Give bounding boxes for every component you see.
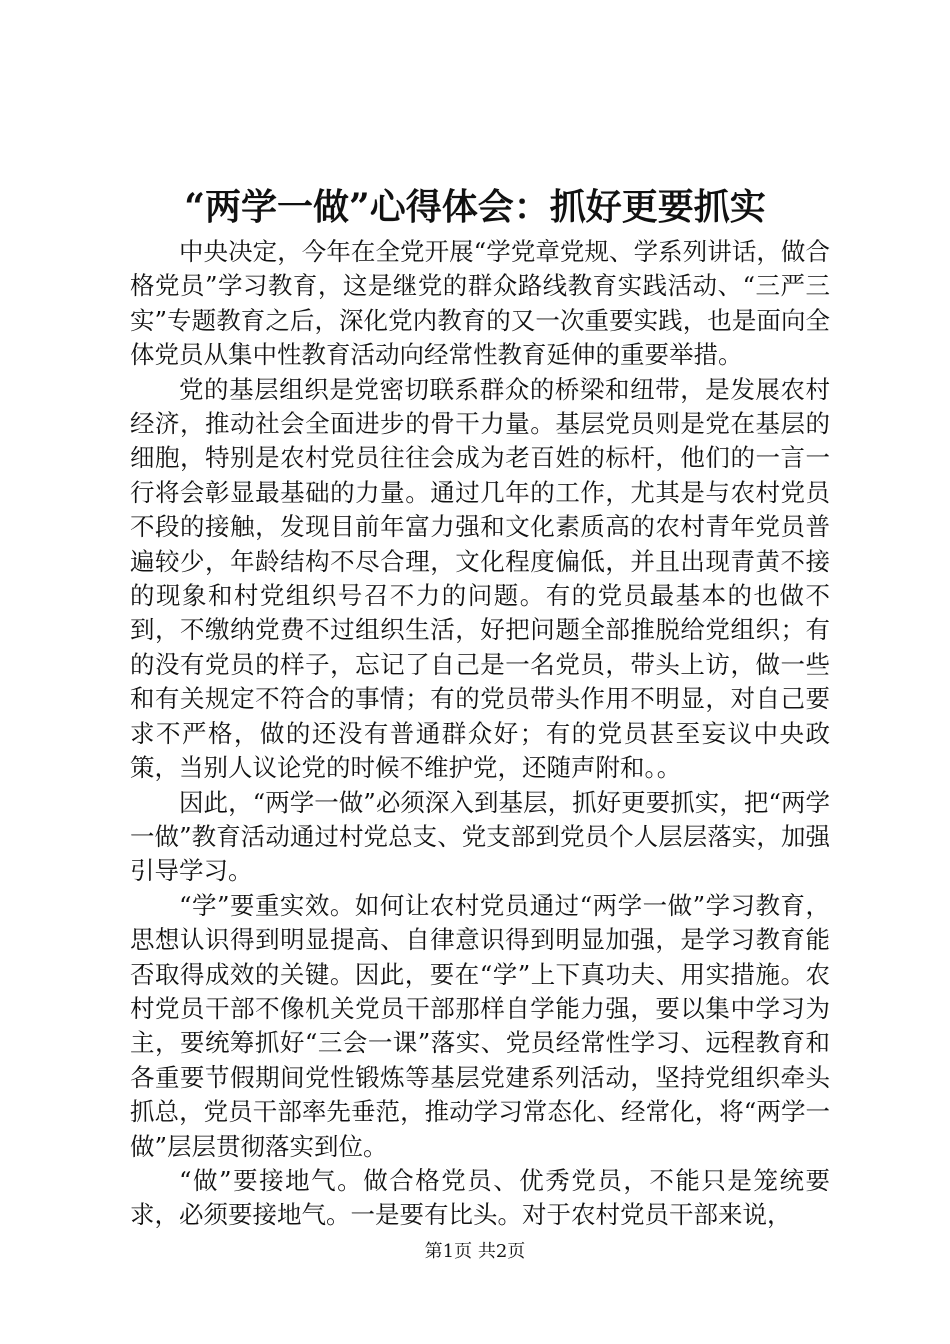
page-number-footer: 第1页 共2页 <box>424 1241 526 1262</box>
paragraph: 因此，“两学一做”必须深入到基层，抓好更要抓实，把“两学一做”教育活动通过村党总支、党支部到党员个人层层落实，加强引导学习。 <box>130 787 830 886</box>
paragraph: “做”要接地气。做合格党员、优秀党员，不能只是笼统要求，必须要接地气。一是要有比头。对于农村党员干部来说， <box>130 1165 830 1230</box>
paragraph: 党的基层组织是党密切联系群众的桥梁和纽带，是发展农村经济，推动社会全面进步的骨干力量。基层党员则是党在基层的细胞，特别是农村党员往往会成为老百姓的标杆，他们的一言一行将会彰显最基础的力量。通过几年的工作，尤其是与农村党员不段的接触，发现目前年富力强和文化素质高的农村青年党员普遍较少，年龄结构不尽合理，文化程度偏低，并且出现青黄不接的现象和村党组织号召不力的问题。有的党员最基本的也做不到，不缴纳党费不过组织生活，好把问题全部推脱给党组织；有的没有党员的样子，忘记了自己是一名党员，带头上访，做一些和有关规定不符合的事情；有的党员带头作用不明显，对自己要求不严格，做的还没有普通群众好；有的党员甚至妄议中央政策，当别人议论党的时候不维护党，还随声附和。。 <box>130 374 830 783</box>
paragraph: 中央决定，今年在全党开展“学党章党规、学系列讲话，做合格党员”学习教育，这是继党的群众路线教育实践活动、“三严三实”专题教育之后，深化党内教育的又一次重要实践，也是面向全体党员从集中性教育活动向经常性教育延伸的重要举措。 <box>130 237 830 370</box>
document-title: “两学一做”心得体会：抓好更要抓实 <box>184 186 766 228</box>
paragraph: “学”要重实效。如何让农村党员通过“两学一做”学习教育，思想认识得到明显提高、自律意识得到明显加强，是学习教育能否取得成效的关键。因此，要在“学”上下真功夫、用实措施。农村党员干部不像机关党员干部那样自学能力强，要以集中学习为主，要统筹抓好“三会一课”落实、党员经常性学习、远程教育和各重要节假期间党性锻炼等基层党建系列活动，坚持党组织牵头抓总，党员干部率先垂范，推动学习常态化、经常化，将“两学一做”层层贯彻落实到位。 <box>130 890 830 1161</box>
document-body <box>130 235 830 1233</box>
